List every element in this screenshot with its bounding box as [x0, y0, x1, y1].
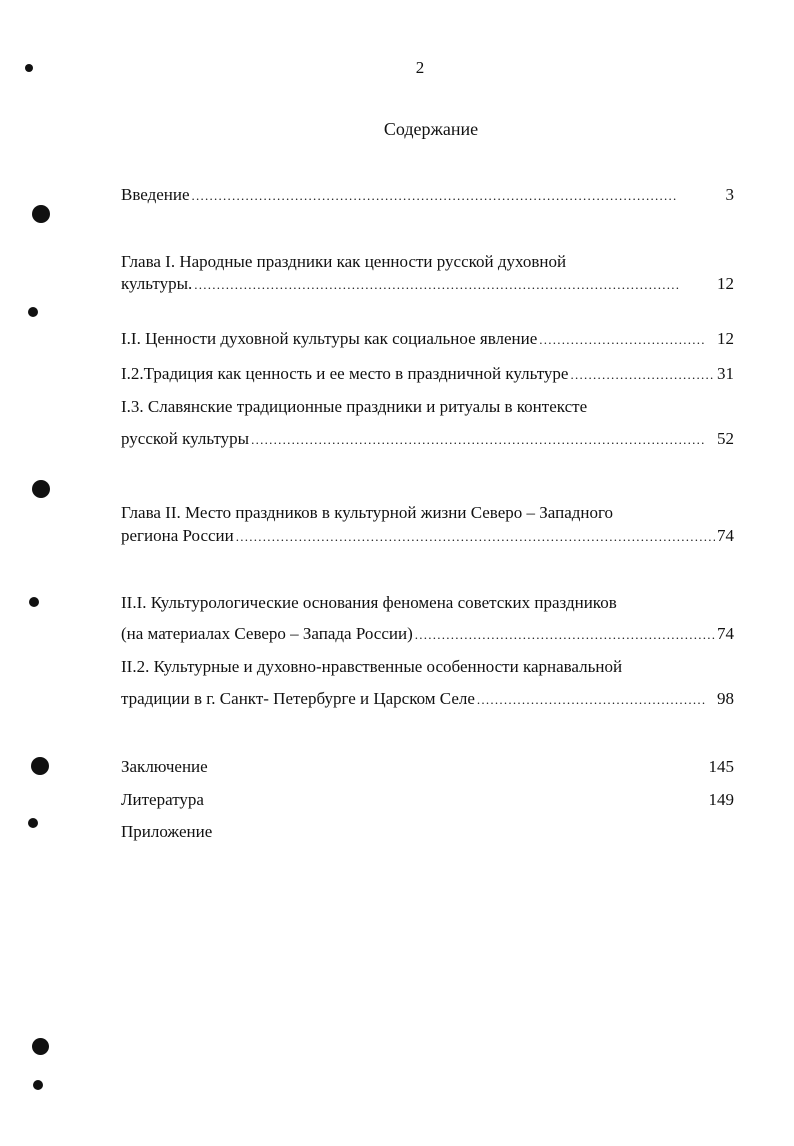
toc-entry-section-1-3 [121, 428, 734, 450]
toc-entry-label: Введение [121, 185, 190, 204]
punch-hole-mark [28, 307, 38, 317]
toc-entry-chapter1 [121, 273, 734, 295]
toc-entry-page: 74 [717, 526, 734, 545]
toc-entry-literature [121, 789, 734, 811]
toc-entry-section-1-2 [121, 363, 734, 385]
toc-entry-page: 145 [708, 757, 734, 776]
toc-entry-page: 3 [725, 185, 734, 204]
page-title: Содержание [383, 119, 479, 139]
punch-hole-mark [28, 818, 38, 828]
toc-entry-page: 98 [717, 689, 734, 708]
toc-entry-page: 31 [717, 364, 734, 383]
dot-leader [477, 689, 705, 710]
toc-entry-section-2-1 [121, 623, 734, 645]
page-number: 2 [415, 58, 425, 77]
toc-entry-section-2-2-line1: II.2. Культурные и духовно-нравственные особенности карнавальной [121, 657, 623, 676]
toc-entry-appendix: Приложение [121, 822, 213, 841]
toc-entry-label: традиции в г. Санкт- Петербурге и Царском Селе [121, 689, 475, 708]
toc-entry-page: 52 [717, 429, 734, 448]
dot-leader [192, 185, 714, 206]
toc-entry-conclusion [121, 756, 734, 778]
dot-leader [570, 364, 715, 385]
toc-entry-label: Литература [121, 790, 204, 809]
punch-hole [31, 757, 49, 775]
toc-entry-section-1-1 [121, 328, 734, 350]
toc-entry-label: I.I. Ценности духовной культуры как социальное явление [121, 329, 538, 348]
dot-leader [415, 624, 715, 645]
punch-hole [32, 205, 50, 223]
toc-entry-page: 12 [717, 274, 734, 293]
toc-entry-section-1-3-line1: I.3. Славянские традиционные праздники и ритуалы в контексте [121, 397, 588, 416]
dot-leader [194, 274, 705, 295]
toc-entry-chapter2-line1: Глава II. Место праздников в культурной жизни Северо – Западного [121, 503, 614, 522]
punch-hole-mark [33, 1080, 43, 1090]
toc-entry-label: I.2.Традиция как ценность и ее место в праздничной культуре [121, 364, 569, 383]
toc-entry-page: 12 [717, 329, 734, 348]
toc-entry-label: региона России [121, 526, 234, 545]
dot-leader [251, 429, 705, 450]
toc-entry-label: Заключение [121, 757, 208, 776]
toc-entry-label: культуры. [121, 274, 193, 293]
punch-hole [32, 480, 50, 498]
toc-entry-page: 149 [708, 790, 734, 809]
dot-leader [236, 526, 715, 547]
toc-entry-label: (на материалах Северо – Запада России) [121, 624, 413, 643]
toc-entry-chapter1-line1: Глава I. Народные праздники как ценности русской духовной [121, 252, 567, 271]
toc-entry-section-2-1-line1: II.I. Культурологические основания феномена советских праздников [121, 593, 617, 612]
punch-hole [32, 1038, 49, 1055]
toc-entry-intro [121, 184, 734, 206]
toc-entry-label: русской культуры [121, 429, 250, 448]
toc-entry-section-2-2 [121, 688, 734, 710]
punch-hole-mark [29, 597, 39, 607]
dot-leader [539, 329, 705, 350]
toc-entry-chapter2 [121, 525, 734, 547]
toc-entry-page: 74 [717, 624, 734, 643]
